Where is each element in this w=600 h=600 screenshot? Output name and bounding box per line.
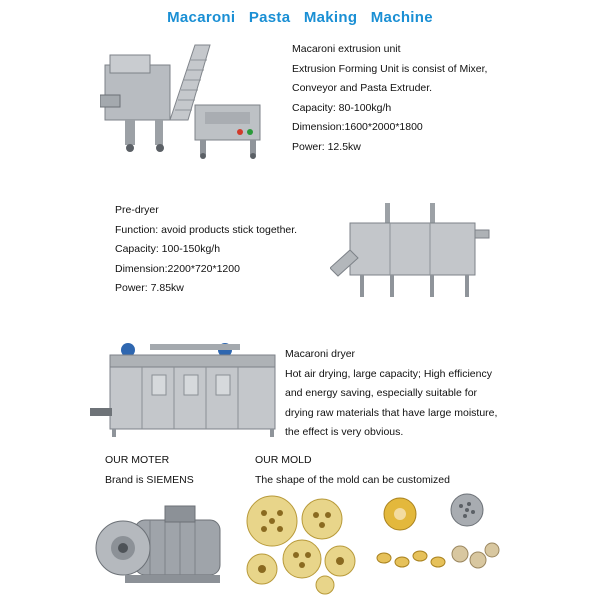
pasta-shapes-image — [372, 492, 502, 578]
dryer-line: drying raw materials that have large moisture, — [285, 406, 498, 419]
motor-text: Brand is SIEMENS — [105, 473, 194, 486]
motor-heading: OUR MOTER — [105, 454, 170, 466]
predryer-line: Function: avoid products stick together. — [115, 223, 298, 236]
extrusion-line: Extrusion Forming Unit is consist of Mixer, — [292, 62, 488, 75]
mold-text: The shape of the mold can be customized — [255, 473, 450, 486]
motor-image — [95, 498, 235, 593]
predryer-line: Capacity: 100-150kg/h — [115, 243, 221, 255]
mold-block — [255, 451, 450, 490]
predryer-block — [115, 201, 297, 299]
predryer-image — [330, 198, 495, 308]
macaroni-dryer-image — [90, 340, 280, 440]
extrusion-line: Power: 12.5kw — [292, 140, 361, 153]
extrusion-unit-heading: Macaroni extrusion unit — [292, 43, 401, 55]
macaroni-dryer-block — [285, 345, 497, 443]
extrusion-line: Conveyor and Pasta Extruder. — [292, 82, 433, 94]
motor-block — [105, 451, 194, 490]
page-title: Macaroni Pasta Making Machine — [167, 9, 433, 26]
predryer-line: Dimension:2200*720*1200 — [115, 262, 240, 275]
dryer-line: and energy saving, especially suitable for — [285, 387, 478, 399]
extrusion-line: Capacity: 80-100kg/h — [292, 101, 392, 114]
dryer-line: the effect is very obvious. — [285, 426, 404, 438]
mold-heading: OUR MOLD — [255, 454, 312, 466]
macaroni-dryer-heading: Macaroni dryer — [285, 348, 356, 360]
extrusion-unit-image — [100, 40, 270, 160]
extrusion-unit-block — [292, 40, 487, 157]
predryer-line: Power: 7.85kw — [115, 282, 184, 294]
mold-dies-image — [240, 493, 360, 595]
dryer-line: Hot air drying, large capacity; High efficiency — [285, 367, 492, 380]
extrusion-line: Dimension:1600*2000*1800 — [292, 121, 423, 133]
predryer-heading: Pre-dryer — [115, 204, 159, 216]
